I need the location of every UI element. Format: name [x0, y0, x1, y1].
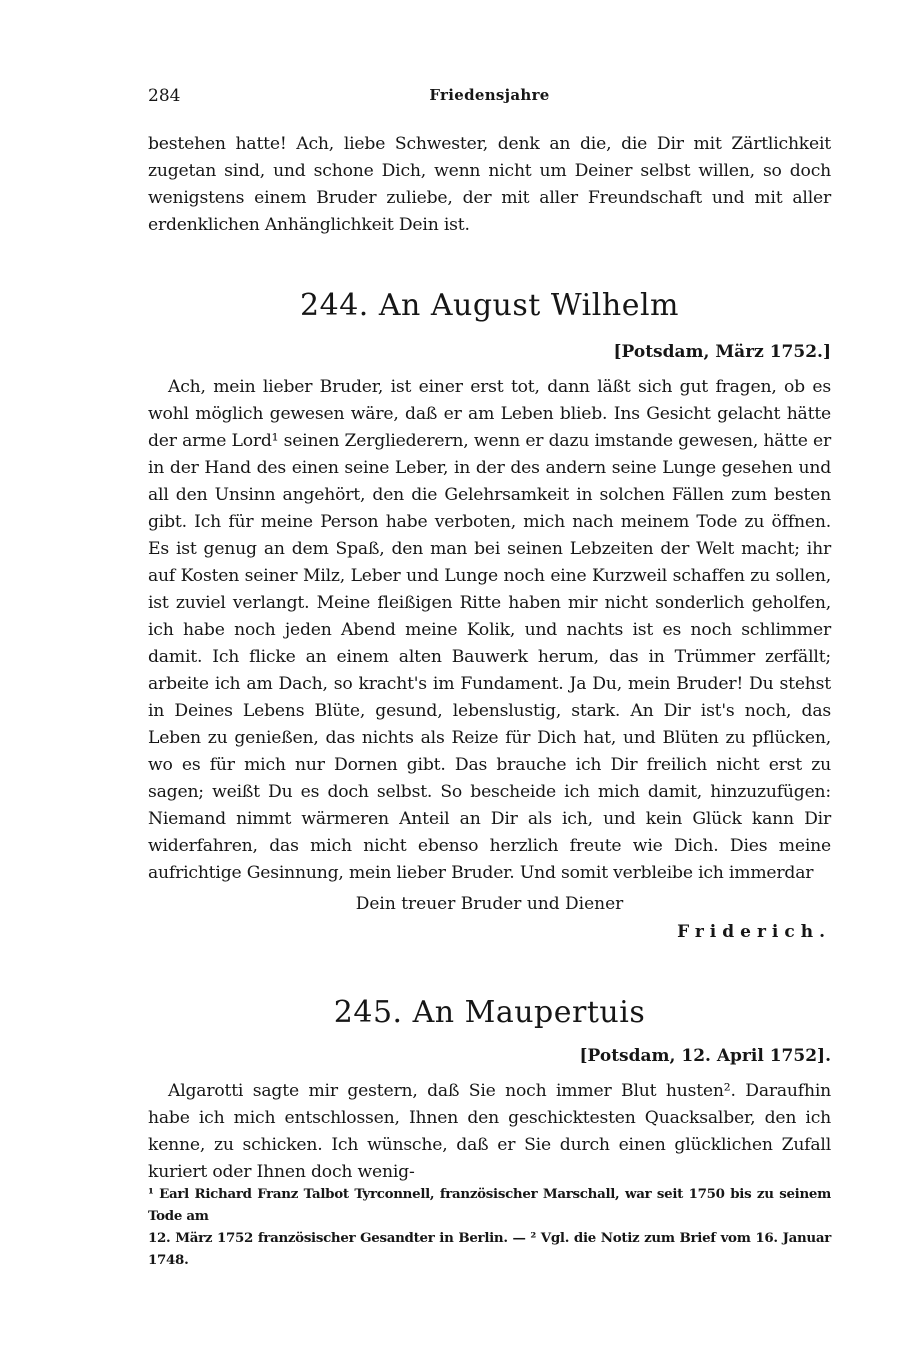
letter-244-body-block: [148, 374, 831, 887]
letter-244-closing: Dein treuer Bruder und Diener: [355, 894, 624, 914]
letter-245-heading: 245. An Maupertuis: [333, 995, 646, 1030]
letter-244-dateline: [Potsdam, März 1752.]: [613, 342, 831, 362]
continuation-paragraph: bestehen hatte! Ach, liebe Schwester, denk an die, die Dir mit Zärtlichkeit zugetan sind, und schone Dich, wenn nicht um Deiner selbst willen, so doch wenigstens einem Bruder zuliebe, der mit aller Freundschaft und mit aller erdenklichen Anhänglichkeit Dein ist.: [148, 134, 831, 235]
letter-245-body-block: [148, 1078, 831, 1186]
running-head: [148, 84, 831, 114]
letter-245-dateline: [Potsdam, 12. April 1752].: [579, 1046, 831, 1066]
letter-244-signature: Friderich.: [677, 922, 831, 942]
letter-245-body: Algarotti sagte mir gestern, daß Sie noch immer Blut husten². Daraufhin habe ich mich entschlossen, Ihnen den geschicktesten Quacksalber, den ich kenne, zu schicken. Ich wünsche, daß er Sie durch einen glücklichen Zufall kuriert oder Ihnen doch wenig-: [148, 1081, 831, 1182]
letter-244-heading: 244. An August Wilhelm: [300, 288, 679, 323]
continuation-text-block: [148, 131, 831, 239]
footnote-line-1: ¹ Earl Richard Franz Talbot Tyrconnell, französischer Marschall, war seit 1750 bis zu seinem Tode am: [148, 1186, 831, 1224]
letter-244-body: Ach, mein lieber Bruder, ist einer erst tot, dann läßt sich gut fragen, ob es wohl möglich gewesen wäre, daß er am Leben blieb. Ins Gesicht gelacht hätte der arme Lord¹ seinen Zergliederern, wenn er dazu imstande gewesen, hätte er in der Hand des einen seine Leber, in der des andern seine Lunge gesehen und all den Unsinn angehört, den die Gelehrsamkeit in solchen Fällen zum besten gibt. Ich für meine Person habe verboten, mich nach meinem Tode zu öffnen. Es ist genug an dem Spaß, den man bei seinen Lebzeiten der Welt macht; ihr auf Kosten seiner Milz, Leber und Lunge noch eine Kurzweil schaffen zu sollen, ist zuviel verlangt. Meine fleißigen Ritte haben mir nicht sonderlich geholfen, ich habe noch jeden Abend meine Kolik, und nachts ist es noch schlimmer damit. Ich flicke an einem alten Bauwerk herum, das in Trümmer zerfällt; arbeite ich am Dach, so kracht's im Fundament. Ja Du, mein Bruder! Du stehst in Deines Lebens Blüte, gesund, lebenslustig, stark. An Dir ist's noch, das Leben zu genießen, das nichts als Reize für Dich hat, und Blüten zu pflücken, wo es für mich nur Dornen gibt. Das brauche ich Dir freilich nicht erst zu sagen; weißt Du es doch selbst. So bescheide ich mich damit, hinzuzufügen: Niemand nimmt wärmeren Anteil an Dir als ich, und kein Glück kann Dir widerfahren, das mich nicht ebenso herzlich freute wie Dich. Dies meine aufrichtige Gesinnung, mein lieber Bruder. Und somit verbleibe ich immerdar: [148, 377, 831, 883]
page-number: 284: [148, 86, 181, 106]
running-title: Friedensjahre: [429, 86, 550, 104]
footnote-line-2: 12. März 1752 französischer Gesandter in Berlin. — ² Vgl. die Notiz zum Brief vom 16. Januar 1748.: [148, 1230, 831, 1268]
footnotes: [148, 1183, 831, 1271]
